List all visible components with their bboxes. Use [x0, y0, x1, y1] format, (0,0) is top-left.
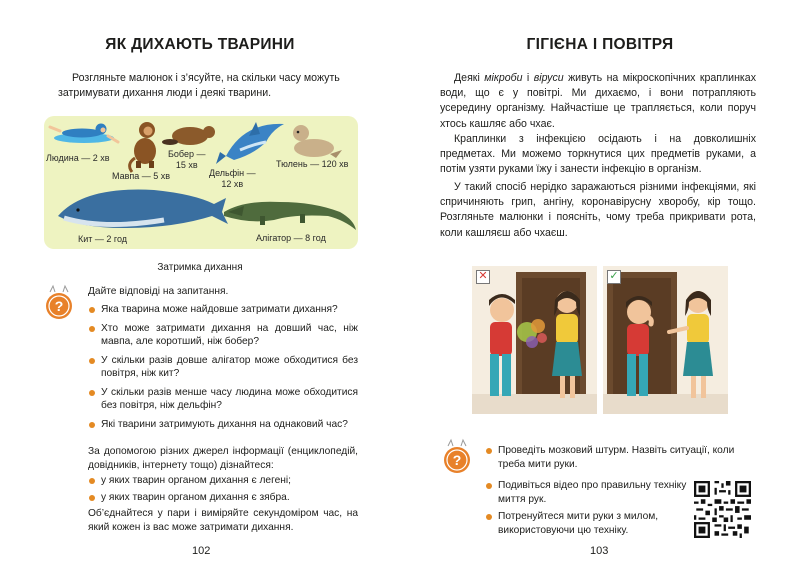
task-item: Потренуйтеся мити руки з милом, використовуючи цю техніку.	[485, 510, 690, 537]
swimmer-figure	[50, 124, 118, 144]
right-page-title: ГІГІЄНА І ПОВІТРЯ	[526, 36, 674, 53]
organ-item: у яких тварин органом дихання є легені;	[88, 474, 358, 488]
label-dolphin: Дельфін — 12 хв	[209, 168, 256, 189]
paragraph-droplets: Краплинки з інфекцією осідають і на довколишніх предметах. Ми можемо торкнутися цих предметів руками, а потім узяти руками їжу і занести інфекцію в організм.	[440, 133, 756, 176]
label-beaver: Бобер — 15 хв	[168, 149, 206, 170]
svg-text:?: ?	[452, 452, 462, 468]
research-text: За допомогою різних джерел інформації (енциклопедій, довідників, інтернету тощо) дізнайтеся:	[88, 446, 358, 471]
wrong-mark-icon: ✕	[476, 270, 490, 284]
question-mark-icon	[442, 438, 472, 476]
scene-right-cough	[603, 266, 728, 414]
breath-hold-illustration	[44, 116, 358, 249]
question-mark-icon	[44, 284, 74, 322]
questions-list	[88, 303, 358, 436]
paragraph-infections: У такий спосіб нерідко заражаються різними інфекціями, які спричиняють грип, ангіну, коронавірусну хворобу, кір тощо. Розгляньте малюнки і поясніть, чому треба прикривати рота, коли кашляєш або чхаєш.	[440, 181, 756, 239]
label-alligator: Алігатор — 8 год	[256, 233, 326, 243]
label-whale: Кит — 2 год	[78, 234, 128, 244]
left-intro: Розгляньте малюнок і з’ясуйте, на скільки часу можуть затримувати дихання люди і деякі тварини.	[58, 72, 340, 100]
whale-figure	[58, 190, 228, 228]
scene-wrong-cough	[472, 266, 597, 414]
task-item: Подивіться відео про правильну техніку миття рук.	[485, 479, 690, 506]
dolphin-figure	[216, 122, 284, 164]
organ-item: у яких тварин органом дихання є зябра.	[88, 491, 358, 505]
question-item: У скільки разів менше часу людина може обходитися без повітря, ніж дельфін?	[88, 386, 358, 413]
seal-figure	[293, 125, 342, 158]
question-item: У скільки разів довше алігатор може обходитися без повітря, ніж кит?	[88, 354, 358, 381]
beaver-figure	[162, 126, 215, 145]
alligator-figure	[224, 202, 356, 230]
label-human: Людина — 2 хв	[46, 153, 110, 163]
page-number-left: 102	[192, 545, 211, 557]
animals-drawing	[44, 116, 358, 249]
question-item: Які тварини затримують дихання на однаковий час?	[88, 418, 358, 432]
question-item: Яка тварина може найдовше затримати дихання?	[88, 303, 358, 317]
label-monkey: Мавпа — 5 хв	[112, 171, 171, 181]
questions-intro: Дайте відповіді на запитання.	[88, 286, 229, 297]
illustration-caption: Затримка дихання	[157, 262, 243, 273]
paragraph-germs: Деякі мікроби і віруси живуть на мікроскопічних краплинках води, що є у повітрі. Ми дихаємо, і вони потрапляють усередину організму. Найчастіше це трапляється, коли поруч хтось кашляє або чхає.	[440, 72, 756, 130]
scene-right-drawing	[603, 266, 728, 414]
right-mark-icon: ✓	[607, 270, 621, 284]
monkey-figure	[130, 122, 156, 172]
page-number-right: 103	[590, 545, 609, 557]
pair-text: Об’єднайтеся у пари і виміряйте секундоміром час, на який кожен із вас може затримати дихання.	[88, 508, 358, 533]
svg-text:?: ?	[54, 298, 64, 314]
organs-list	[88, 474, 358, 507]
qr-code-icon[interactable]	[694, 481, 751, 538]
left-page-title: ЯК ДИХАЮТЬ ТВАРИНИ	[105, 36, 295, 53]
label-seal: Тюлень — 120 хв	[276, 159, 349, 169]
task-item: Проведіть мозковий штурм. Назвіть ситуації, коли треба мити руки.	[485, 444, 760, 471]
question-item: Хто може затримати дихання на довший час, ніж мавпа, але коротший, ніж бобер?	[88, 322, 358, 349]
scene-wrong-drawing	[472, 266, 597, 414]
